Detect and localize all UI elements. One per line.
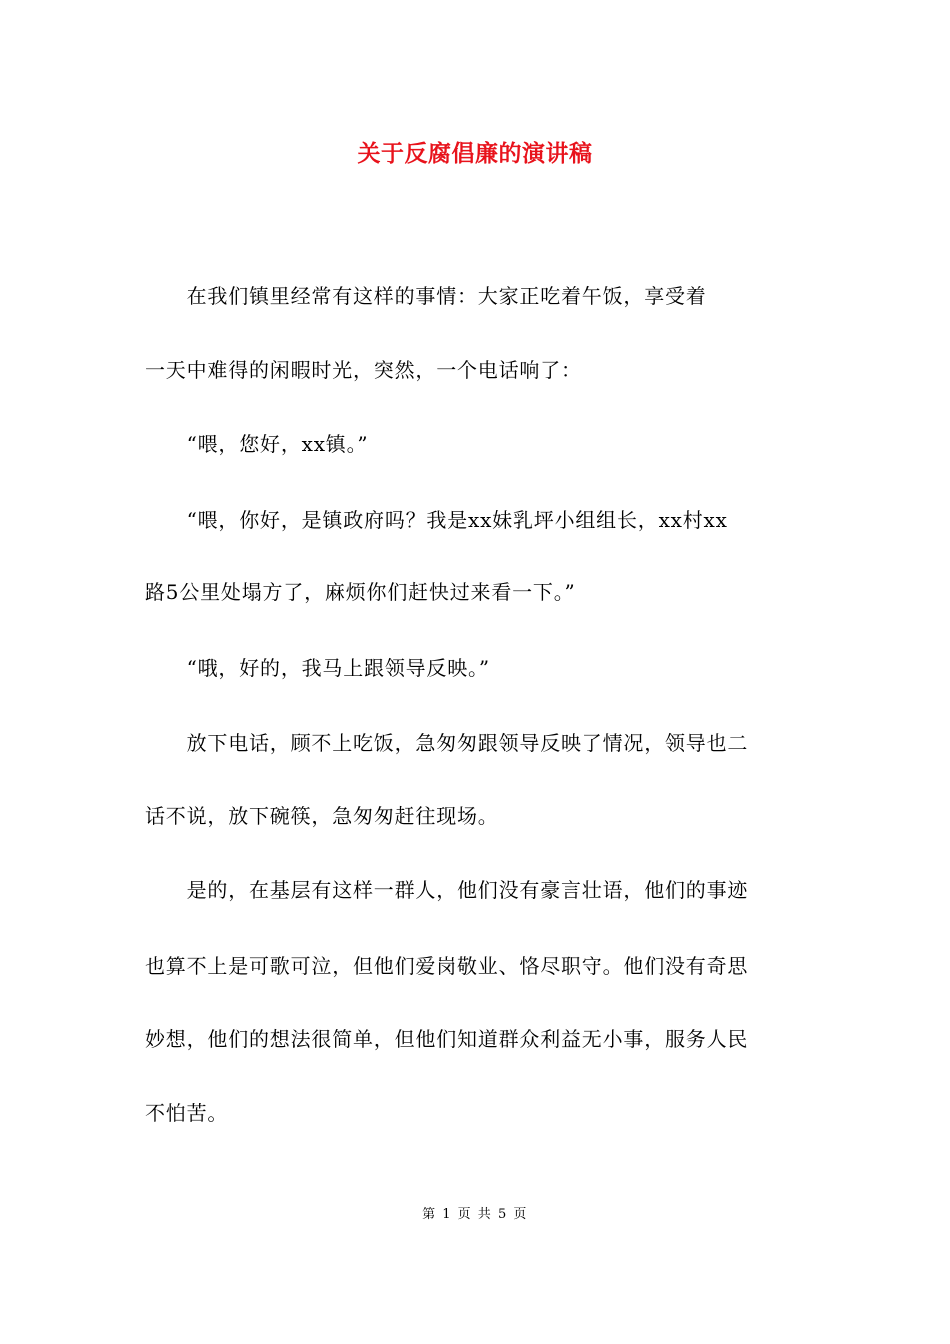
body-line-6: “哦，好的，我马上跟领导反映。” <box>145 656 490 680</box>
body-line-9: 是的，在基层有这样一群人，他们没有豪言壮语，他们的事迹 <box>145 878 749 902</box>
body-line-1: 在我们镇里经常有这样的事情：大家正吃着午饭，享受着 <box>145 284 707 308</box>
body-line-5: 路5公里处塌方了，麻烦你们赶快过来看一下。” <box>145 580 576 604</box>
body-line-11: 妙想，他们的想法很简单，但他们知道群众利益无小事，服务人民 <box>145 1027 749 1051</box>
body-line-10: 也算不上是可歌可泣，但他们爱岗敬业、恪尽职守。他们没有奇思 <box>145 954 749 978</box>
body-line-4: “喂，你好，是镇政府吗？我是xx妹乳坪小组组长，xx村xx <box>145 508 728 532</box>
page-footer: 第 1 页 共 5 页 <box>422 1207 528 1222</box>
body-line-12: 不怕苦。 <box>145 1101 229 1125</box>
body-line-2: 一天中难得的闲暇时光，突然，一个电话响了： <box>145 358 582 382</box>
body-line-8: 话不说，放下碗筷，急匆匆赶往现场。 <box>145 804 499 828</box>
body-line-7: 放下电话，顾不上吃饭，急匆匆跟领导反映了情况，领导也二 <box>145 731 749 755</box>
document-title: 关于反腐倡廉的演讲稿 <box>357 140 593 167</box>
body-line-3: “喂，您好，xx镇。” <box>145 432 369 456</box>
